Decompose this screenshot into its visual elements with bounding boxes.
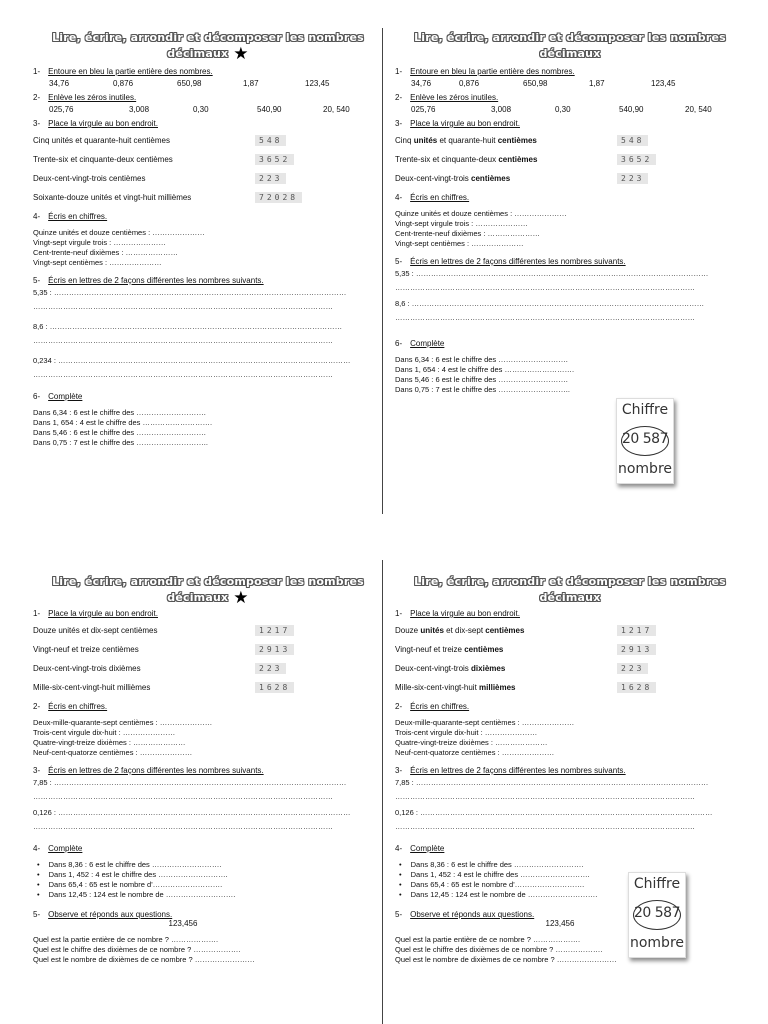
digit-box: 3652	[255, 154, 294, 165]
answer-line: …………………………………………………………………………………………………………	[33, 370, 333, 379]
virgule-row	[33, 621, 383, 640]
bullet-answer-line: • Dans 65,4 : 65 est le nombre d'……………………….	[395, 880, 745, 890]
digit-box: 1628	[617, 682, 656, 693]
observed-number: 123,456	[168, 919, 198, 928]
answer-line: Dans 1, 654 : 4 est le chiffre des ……………………….	[33, 418, 213, 427]
row-text-bold: unités	[413, 136, 438, 145]
exercise-heading: Écris en lettres de 2 façons différentes les nombres suivants.	[410, 257, 626, 266]
digit-box: 2913	[617, 644, 656, 655]
exercise-number: 1-	[395, 67, 403, 76]
answer-line: Dans 6,34 : 6 est le chiffre des ……………………….	[395, 355, 568, 364]
row-text: et quarante-huit	[437, 136, 498, 145]
row-text-bold: centièmes	[498, 155, 538, 164]
bullet-answer-line: • Dans 12,45 : 124 est le nombre de ……………………….	[395, 890, 745, 900]
virgule-row	[33, 188, 383, 207]
exercise-3	[33, 766, 383, 775]
answer-line: Cent-trente-neuf dixièmes : …………………	[33, 248, 179, 257]
exercise-4	[33, 212, 383, 221]
exercise-heading: Complète	[410, 339, 445, 348]
answer-line: Quatre-vingt-treize dixièmes : …………………	[395, 738, 548, 747]
exercise-heading: Observe et réponds aux questions.	[410, 910, 535, 919]
exercise-heading: Écris en chiffres.	[48, 212, 108, 221]
exercise-heading: Observe et réponds aux questions.	[48, 910, 173, 919]
exercise-heading: Écris en chiffres.	[48, 702, 108, 711]
exercise-heading: Complète	[410, 844, 445, 853]
row-text-bold: centièmes	[485, 626, 525, 635]
virgule-row	[395, 640, 745, 659]
exercise-heading: Place la virgule au bon endroit.	[48, 609, 158, 618]
virgule-row	[395, 659, 745, 678]
virgule-row	[33, 678, 383, 697]
digit-box: 548	[617, 135, 648, 146]
row-text: Cinq	[395, 136, 414, 145]
digit-box: 223	[617, 663, 648, 674]
virgule-row	[395, 678, 745, 697]
exercise-number: 5-	[395, 910, 403, 919]
exercise-6	[395, 339, 745, 348]
row-text: Deux-cent-vingt-trois	[395, 174, 472, 183]
number-item: 3,008	[491, 105, 512, 114]
number-item: 540,90	[619, 105, 644, 114]
row-text: Soixante-douze unités et vingt-huit millièmes	[33, 193, 192, 202]
exercise-heading: Place la virgule au bon endroit.	[48, 119, 158, 128]
row-text-bold: dixièmes	[471, 664, 506, 673]
exercise-5	[395, 257, 745, 266]
exercise-2	[33, 702, 383, 711]
virgule-row	[395, 131, 745, 150]
answer-line: …………………………………………………………………………………………………………	[33, 822, 333, 831]
answer-line: 0,126 : ………………………………………………………………………………………………………	[33, 808, 351, 817]
exercise-heading: Écris en lettres de 2 façons différentes les nombres suivants.	[410, 766, 626, 775]
number-list	[33, 105, 383, 114]
exercise-number: 6-	[33, 392, 41, 401]
number-list	[395, 79, 745, 88]
virgule-row	[33, 169, 383, 188]
virgule-row	[395, 169, 745, 188]
answer-line: Vingt-sept centièmes : …………………	[395, 239, 524, 248]
answer-line: Dans 5,46 : 6 est le chiffre des ……………………….	[33, 428, 206, 437]
exercise-heading: Complète	[48, 392, 83, 401]
title-line-2: décimaux	[167, 591, 229, 604]
bullet-answer-line: • Dans 1, 452 : 4 est le chiffre des ……………………….	[33, 870, 383, 880]
exercise-heading: Entoure en bleu la partie entière des nombres.	[48, 67, 213, 76]
exercise-number: 4-	[33, 844, 41, 853]
badge-word-chiffre: Chiffre	[621, 402, 669, 418]
answer-line: …………………………………………………………………………………………………………	[395, 283, 695, 292]
number-item: 025,76	[411, 105, 436, 114]
number-item: 0,876	[113, 79, 134, 88]
answer-line: 7,85 : ………………………………………………………………………………………………………	[395, 778, 709, 787]
answer-line: Quatre-vingt-treize dixièmes : …………………	[33, 738, 186, 747]
answer-line: …………………………………………………………………………………………………………	[395, 822, 695, 831]
virgule-row	[395, 621, 745, 640]
question-line: Quel est le nombre de dixièmes de ce nombre ? ……………………	[33, 955, 255, 964]
digit-box: 223	[255, 663, 286, 674]
bullet-answer-line: • Dans 1, 452 : 4 est le chiffre des ……………………….	[395, 870, 745, 880]
row-text: Mille-six-cent-vingt-huit millièmes	[33, 683, 151, 692]
badge-word-chiffre: Chiffre	[633, 876, 681, 892]
number-item: 34,76	[49, 79, 70, 88]
number-item: 0,876	[459, 79, 480, 88]
exercise-1	[33, 609, 383, 618]
worksheet-bottom-right	[395, 574, 745, 1024]
virgule-row	[33, 131, 383, 150]
answer-line: Vingt-sept virgule trois : …………………	[395, 219, 528, 228]
number-item: 1,87	[243, 79, 259, 88]
exercise-1	[395, 67, 745, 76]
bullet-answer-line: • Dans 12,45 : 124 est le nombre de ……………………….	[33, 890, 383, 900]
question-line: Quel est la partie entière de ce nombre ? ……………….	[395, 935, 581, 944]
row-text-bold: millièmes	[479, 683, 516, 692]
exercise-heading: Place la virgule au bon endroit.	[410, 609, 520, 618]
digit-box: 223	[255, 173, 286, 184]
badge-word-nombre: nombre	[617, 461, 673, 477]
row-text: Vingt-neuf et treize centièmes	[33, 645, 139, 654]
answer-line: Dans 0,75 : 7 est le chiffre des ………………………..	[33, 438, 208, 447]
number-list	[395, 105, 745, 114]
answer-line: 5,35 : ………………………………………………………………………………………………………	[33, 288, 347, 297]
exercise-4	[33, 844, 383, 853]
title-line-2: décimaux	[539, 591, 601, 604]
exercise-number: 4-	[33, 212, 41, 221]
row-text-bold: centièmes	[464, 645, 504, 654]
title-line-1: Lire, écrire, arrondir et décomposer les nombres	[52, 575, 364, 588]
virgule-row	[33, 659, 383, 678]
answer-line: Dans 1, 654 : 4 est le chiffre des ……………………….	[395, 365, 575, 374]
digit-box: 1217	[617, 625, 656, 636]
exercise-6	[33, 392, 383, 401]
row-text: Vingt-neuf et treize	[395, 645, 465, 654]
answer-line: …………………………………………………………………………………………………………	[33, 792, 333, 801]
question-line: Quel est le chiffre des dixièmes de ce nombre ? ……………….	[395, 945, 603, 954]
exercise-3	[33, 119, 383, 128]
number-item: 123,45	[305, 79, 330, 88]
row-text: Deux-cent-vingt-trois	[395, 664, 472, 673]
digit-box: 223	[617, 173, 648, 184]
exercise-number: 3-	[395, 119, 403, 128]
answer-line: Quinze unités et douze centièmes : …………………	[395, 209, 567, 218]
exercise-heading: Écris en chiffres.	[410, 702, 470, 711]
answer-line: 8,6 : ………………………………………………………………………………………………………	[395, 299, 705, 308]
digit-box: 1628	[255, 682, 294, 693]
title-line-2: décimaux	[539, 47, 601, 60]
exercise-heading: Écris en lettres de 2 façons différentes les nombres suivants.	[48, 766, 264, 775]
worksheet-title	[395, 574, 745, 606]
row-text-bold: unités	[420, 626, 444, 635]
exercise-number: 4-	[395, 844, 403, 853]
number-item: 540,90	[257, 105, 282, 114]
row-text: Trente-six et cinquante-deux	[395, 155, 499, 164]
exercise-number: 1-	[395, 609, 403, 618]
exercise-heading: Enlève les zéros inutiles.	[410, 93, 499, 102]
row-text-bold: centièmes	[471, 174, 511, 183]
worksheet-top-right	[395, 30, 745, 520]
answer-line: Dans 6,34 : 6 est le chiffre des ……………………….	[33, 408, 206, 417]
exercise-number: 5-	[395, 257, 403, 266]
number-item: 025,76	[49, 105, 74, 114]
answer-line: …………………………………………………………………………………………………………	[395, 313, 695, 322]
virgule-row	[33, 640, 383, 659]
question-line: Quel est le nombre de dixièmes de ce nombre ? ……………………	[395, 955, 617, 964]
answer-line: 0,126 : ………………………………………………………………………………………………………	[395, 808, 713, 817]
exercise-number: 2-	[395, 93, 403, 102]
exercise-5	[33, 910, 383, 919]
exercise-5	[33, 276, 383, 285]
exercise-number: 2-	[33, 702, 41, 711]
chiffre-nombre-badge	[628, 872, 686, 958]
answer-line: Deux-mille-quarante-sept centièmes : …………………	[395, 718, 575, 727]
answer-line: Neuf-cent-quatorze centièmes : …………………	[33, 748, 193, 757]
number-item: 20, 540	[323, 105, 350, 114]
exercise-number: 1-	[33, 609, 41, 618]
exercise-heading: Place la virgule au bon endroit.	[410, 119, 520, 128]
row-text: Mille-six-cent-vingt-huit	[395, 683, 480, 692]
answer-line: Dans 0,75 : 7 est le chiffre des ………………………..	[395, 385, 570, 394]
answer-line: 5,35 : ………………………………………………………………………………………………………	[395, 269, 709, 278]
exercise-1	[33, 67, 383, 76]
exercise-5	[395, 910, 745, 919]
exercise-3	[395, 766, 745, 775]
answer-line: Vingt-sept virgule trois : …………………	[33, 238, 166, 247]
number-item: 1,87	[589, 79, 605, 88]
exercise-4	[395, 193, 745, 202]
badge-number: 20 587	[622, 431, 668, 447]
badge-word-nombre: nombre	[629, 935, 685, 951]
chiffre-nombre-badge	[616, 398, 674, 484]
exercise-heading: Entoure en bleu la partie entière des nombres.	[410, 67, 575, 76]
exercise-number: 1-	[33, 67, 41, 76]
question-line: Quel est la partie entière de ce nombre ? ……………….	[33, 935, 219, 944]
exercise-1	[395, 609, 745, 618]
exercise-heading: Écris en lettres de 2 façons différentes les nombres suivants.	[48, 276, 264, 285]
answer-line: Trois-cent virgule dix-huit : …………………	[33, 728, 176, 737]
answer-line: 0,234 : ………………………………………………………………………………………………………	[33, 356, 351, 365]
number-item: 0,30	[555, 105, 571, 114]
title-line-1: Lire, écrire, arrondir et décomposer les nombres	[414, 575, 726, 588]
number-item: 123,45	[651, 79, 676, 88]
bullet-answer-line: • Dans 8,36 : 6 est le chiffre des ……………………….	[395, 860, 745, 870]
digit-box: 2913	[255, 644, 294, 655]
exercise-number: 6-	[395, 339, 403, 348]
row-text: et dix-sept	[443, 626, 486, 635]
row-text: Cinq unités et quarante-huit centièmes	[33, 136, 170, 145]
exercise-2	[395, 702, 745, 711]
title-line-1: Lire, écrire, arrondir et décomposer les nombres	[414, 31, 726, 44]
digit-box: 3652	[617, 154, 656, 165]
exercise-heading: Complète	[48, 844, 83, 853]
answer-line: Cent-trente-neuf dixièmes : …………………	[395, 229, 541, 238]
row-text: Deux-cent-vingt-trois centièmes	[33, 174, 146, 183]
row-text: Trente-six et cinquante-deux centièmes	[33, 155, 173, 164]
title-line-1: Lire, écrire, arrondir et décomposer les nombres	[52, 31, 364, 44]
answer-line: …………………………………………………………………………………………………………	[33, 336, 333, 345]
number-item: 650,98	[177, 79, 202, 88]
virgule-row	[33, 150, 383, 169]
exercise-number: 2-	[395, 702, 403, 711]
exercise-number: 5-	[33, 910, 41, 919]
row-text: Douze unités et dix-sept centièmes	[33, 626, 158, 635]
row-text: Douze	[395, 626, 421, 635]
exercise-3	[395, 119, 745, 128]
exercise-number: 3-	[395, 766, 403, 775]
answer-line: …………………………………………………………………………………………………………	[395, 792, 695, 801]
exercise-2	[33, 93, 383, 102]
answer-line: Quinze unités et douze centièmes : …………………	[33, 228, 205, 237]
star-icon: ★	[233, 44, 249, 64]
row-text-bold: centièmes	[497, 136, 537, 145]
bullet-answer-line: • Dans 8,36 : 6 est le chiffre des ……………………….	[33, 860, 383, 870]
number-item: 20, 540	[685, 105, 712, 114]
number-item: 650,98	[523, 79, 548, 88]
number-list	[33, 79, 383, 88]
answer-line: Neuf-cent-quatorze centièmes : …………………	[395, 748, 555, 757]
exercise-number: 3-	[33, 119, 41, 128]
exercise-number: 5-	[33, 276, 41, 285]
number-item: 34,76	[411, 79, 432, 88]
digit-box: 1217	[255, 625, 294, 636]
badge-number: 20 587	[634, 905, 680, 921]
worksheet-bottom-left	[33, 574, 383, 1024]
digit-box: 548	[255, 135, 286, 146]
worksheet-title	[395, 30, 745, 62]
number-item: 0,30	[193, 105, 209, 114]
exercise-number: 4-	[395, 193, 403, 202]
number-item: 3,008	[129, 105, 150, 114]
digit-box: 72028	[255, 192, 302, 203]
answer-line: Dans 5,46 : 6 est le chiffre des ……………………….	[395, 375, 568, 384]
answer-line: …………………………………………………………………………………………………………	[33, 302, 333, 311]
question-line: Quel est le chiffre des dixièmes de ce nombre ? ……………….	[33, 945, 241, 954]
row-text: Deux-cent-vingt-trois dixièmes	[33, 664, 141, 673]
exercise-number: 3-	[33, 766, 41, 775]
answer-line: Vingt-sept centièmes : …………………	[33, 258, 162, 267]
exercise-heading: Écris en chiffres.	[410, 193, 470, 202]
answer-line: 7,85 : ………………………………………………………………………………………………………	[33, 778, 347, 787]
answer-line: Deux-mille-quarante-sept centièmes : …………………	[33, 718, 213, 727]
worksheet-title	[33, 574, 383, 606]
exercise-heading: Enlève les zéros inutiles.	[48, 93, 137, 102]
exercise-4	[395, 844, 745, 853]
answer-line: 8,6 : ………………………………………………………………………………………………………	[33, 322, 343, 331]
worksheet-title	[33, 30, 383, 62]
observed-number: 123,456	[545, 919, 575, 928]
exercise-number: 2-	[33, 93, 41, 102]
virgule-row	[395, 150, 745, 169]
exercise-2	[395, 93, 745, 102]
worksheet-top-left	[33, 30, 383, 520]
answer-line: Trois-cent virgule dix-huit : …………………	[395, 728, 538, 737]
star-icon: ★	[233, 588, 249, 608]
bullet-answer-line: • Dans 65,4 : 65 est le nombre d'……………………….	[33, 880, 383, 890]
title-line-2: décimaux	[167, 47, 229, 60]
